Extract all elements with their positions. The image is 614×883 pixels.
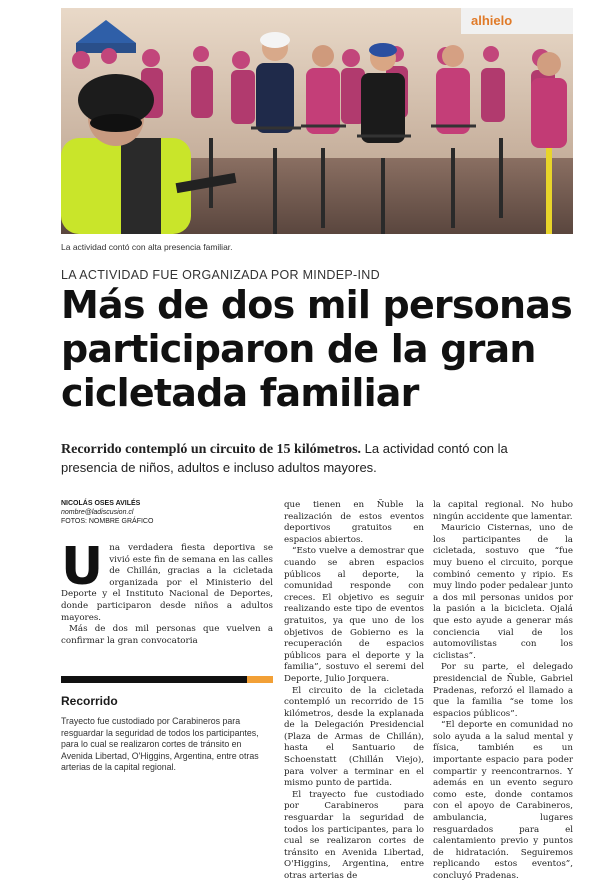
byline-email[interactable]: nombre@ladiscusion.cl xyxy=(61,509,134,516)
byline xyxy=(61,499,153,526)
section-body xyxy=(61,716,273,774)
section-divider xyxy=(61,676,273,683)
photo-caption: La actividad contó con alta presencia familiar. xyxy=(61,242,233,252)
paragraph: na verdadera fiesta deportiva se vivió este fin de semana en las calles de Chillán, gracias a la cicletada organizada por el Ministerio del Deporte y el Instituto Nacional de Deportes, donde participaron desde niños a adultos mayores. xyxy=(61,543,273,623)
drop-cap: U xyxy=(61,537,104,597)
divider-accent xyxy=(247,676,273,683)
article-column-3 xyxy=(433,500,573,883)
paragraph: Más de dos mil personas que vuelven a confirmar la gran convocatoria xyxy=(61,624,273,646)
banner-text: alhielo xyxy=(471,13,513,28)
paragraph: Trayecto fue custodiado por Carabineros para resguardar la seguridad de todos los participantes, para lo cual se realizaron cortes de tránsito en Avenida Libertad, O'Higgins, Argentina, entre otras arterias de la capital regional. xyxy=(61,716,259,773)
cyclists-photo-illustration xyxy=(61,8,573,234)
deck xyxy=(61,440,561,477)
paragraph: Mauricio Cisternas, uno de los participantes de la cicletada, sostuvo que “fue muy bueno el circuito, porque combinó cemento y ripio. Es muy lindo poder pedalear junto a dos mil personas unidos por la pasión a la bicicleta. Ojalá que esto ayude a generar más conciencia vial de los automovilistas con los ciclistas”. xyxy=(433,523,573,661)
headline: Más de dos mil personas participaron de la gran cicletada familiar xyxy=(61,283,572,415)
article-column-1 xyxy=(61,537,273,647)
photo-credit: FOTOS: NOMBRE GRÁFICO xyxy=(61,518,154,525)
article-photo xyxy=(61,8,573,234)
paragraph: El circuito de la cicletada contempló un recorrido de 15 kilómetros, desde la explanada de la Delegación Presidencial (Plaza de Armas de Chillán), hasta el Santuario de Schoenstatt (Chillán Viejo), para volver a terminar en el mismo punto de partida. xyxy=(284,685,424,789)
deck-rest: La actividad contó con la presencia de niños, adultos e incluso adultos mayores. xyxy=(61,441,508,475)
paragraph: El trayecto fue custodiado por Carabineros para resguardar la seguridad de todos los participantes, para lo cual se realizaron cortes de tránsito en Avenida Libertad, O'Higgins, Argentina, entre otras arterias de xyxy=(284,789,424,881)
section-subhead: Recorrido xyxy=(61,694,118,708)
paragraph: la capital regional. No hubo ningún accidente que lamentar. xyxy=(433,500,573,522)
paragraph: Por su parte, el delegado presidencial de Ñuble, Gabriel Pradenas, reforzó el llamado a que la familia “se tome los espacios públicos”. xyxy=(433,662,573,719)
paragraph: “Esto vuelve a demostrar que cuando se abren espacios públicos al deporte, la comunidad responde con creces. El objetivo es seguir realizando este tipo de eventos gratuitos, ya que uno de los objetivos de Gobierno es la recuperación de espacios públicos para el deporte y la familia”, sostuvo el seremi del Deporte, Julio Jorquera. xyxy=(284,546,424,684)
paragraph: que tienen en Ñuble la realización de estos eventos deportivos gratuitos en espacios abiertos. xyxy=(284,500,424,545)
article-column-2 xyxy=(284,500,424,883)
deck-bold: Recorrido contempló un circuito de 15 kilómetros. xyxy=(61,442,362,457)
byline-author: NICOLÁS OSES AVILÉS xyxy=(61,500,141,507)
kicker: LA ACTIVIDAD FUE ORGANIZADA POR MINDEP-IND xyxy=(61,268,380,282)
paragraph: “El deporte en comunidad no solo ayuda a la salud mental y física, también es un importante espacio para poder compartir y reencontrarnos. Y además en un evento seguro como este, donde contamos con el apoyo de Carabineros, ambulancia, lugares resguardados para el calentamiento previo y puntos de hidratación. Seguiremos replicando estos eventos”, concluyó Pradenas. xyxy=(433,720,573,881)
